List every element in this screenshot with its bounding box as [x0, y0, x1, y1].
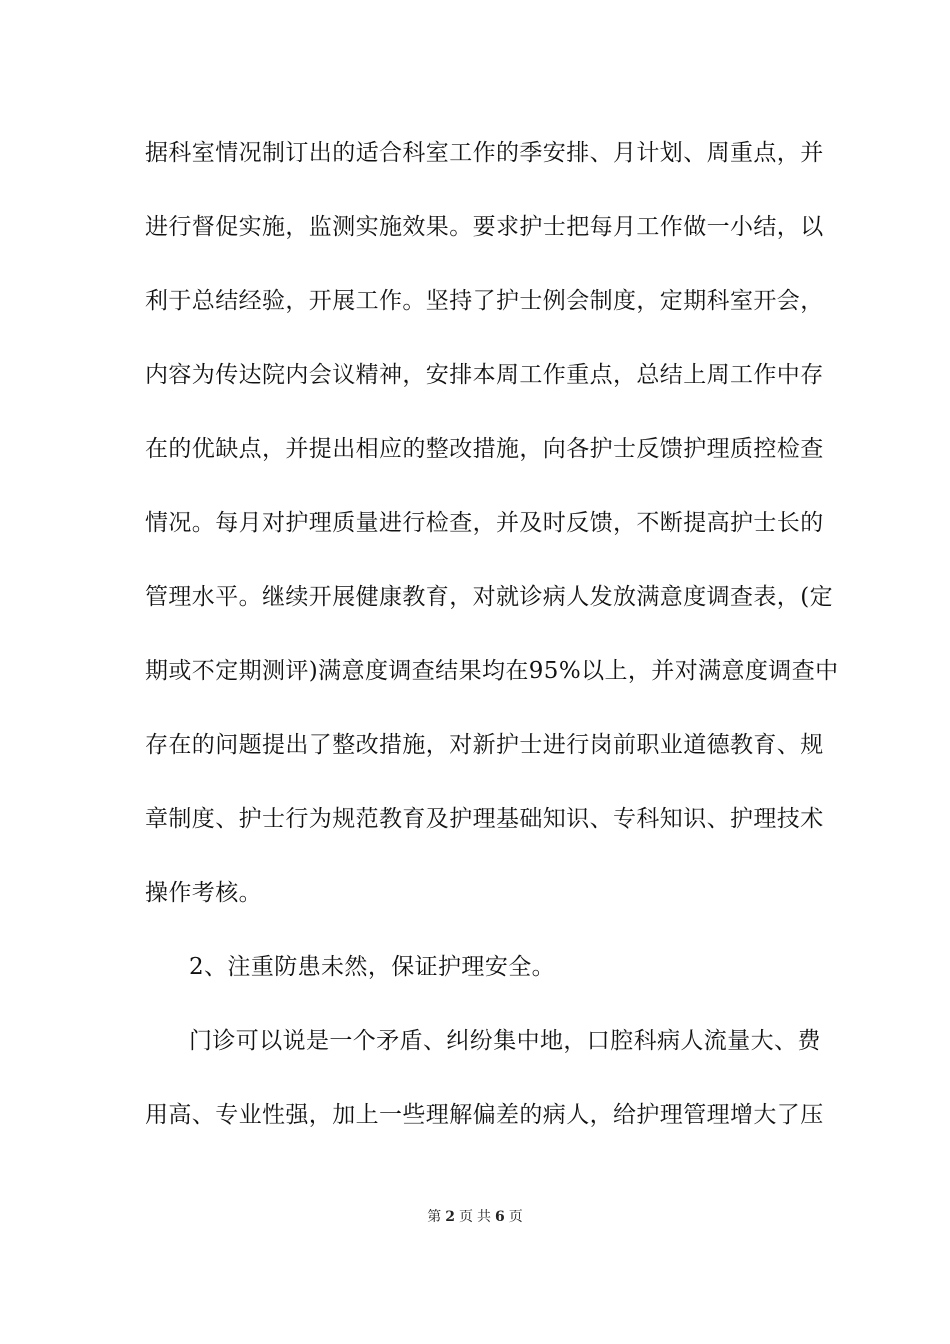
body-text-line: 在的优缺点，并提出相应的整改措施，向各护士反馈护理质控检查 — [145, 436, 824, 462]
body-text-line: 利于总结经验，开展工作。坚持了护士例会制度，定期科室开会， — [145, 288, 824, 314]
footer-total-word: 共 — [477, 1209, 491, 1225]
footer-prefix: 第 — [427, 1209, 442, 1225]
body-text-line: 章制度、护士行为规范教育及护理基础知识、专科知识、护理技术 — [145, 806, 824, 832]
page-footer — [0, 1208, 950, 1226]
paragraph-first-line: 门诊可以说是一个矛盾、纠纷集中地，口腔科病人流量大、费 — [189, 1028, 821, 1054]
body-text-line: 据科室情况制订出的适合科室工作的季安排、月计划、周重点，并 — [145, 140, 824, 166]
body-text-line: 情况。每月对护理质量进行检查，并及时反馈，不断提高护士长的 — [145, 510, 824, 536]
body-text-line: 存在的问题提出了整改措施，对新护士进行岗前职业道德教育、规 — [145, 732, 824, 758]
body-text-line: 内容为传达院内会议精神，安排本周工作重点，总结上周工作中存 — [145, 362, 824, 388]
body-text-line: 用高、专业性强，加上一些理解偏差的病人，给护理管理增大了压 — [145, 1102, 824, 1128]
body-text-line: 管理水平。继续开展健康教育，对就诊病人发放满意度调查表，(定 — [145, 584, 833, 610]
footer-suffix: 页 — [508, 1209, 523, 1225]
total-page-number: 6 — [495, 1209, 505, 1225]
body-text-line: 进行督促实施，监测实施效果。要求护士把每月工作做一小结，以 — [145, 214, 824, 240]
body-text-line: 操作考核。 — [145, 880, 262, 906]
current-page-number: 2 — [445, 1209, 455, 1225]
footer-page-word: 页 — [459, 1209, 473, 1225]
section-heading: 2、注重防患未然，保证护理安全。 — [189, 954, 556, 980]
body-text-line: 期或不定期测评)满意度调查结果均在95%以上，并对满意度调查中 — [145, 658, 839, 684]
